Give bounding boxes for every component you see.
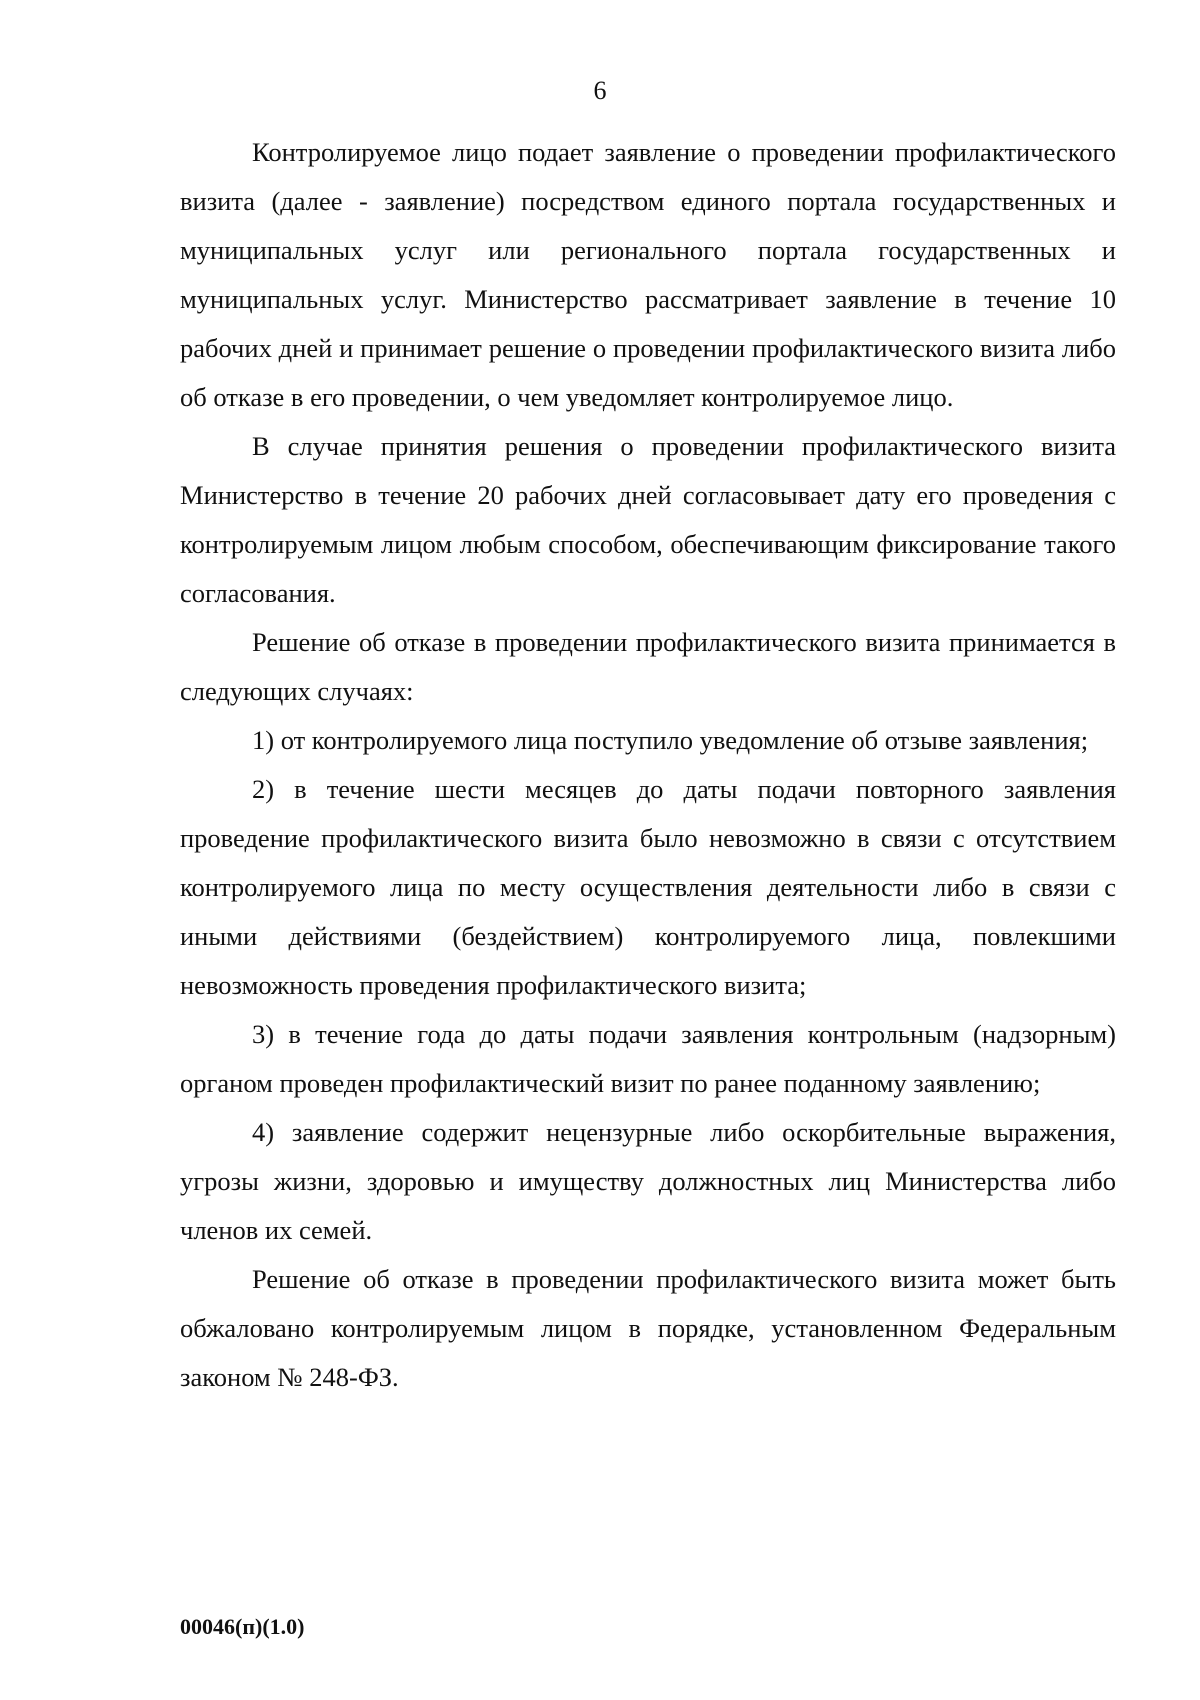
document-code: 00046(п)(1.0) (180, 1614, 305, 1639)
paragraph-application-review: Контролируемое лицо подает заявление о проведении профилактического визита (далее - заявление) посредством единого портала государственных и муниципальных услуг или регионального портала государственных и муниципальных услуг. Министерство рассматривает заявление в течение 10 рабочих дней и принимает решение о проведении профилактического визита либо об отказе в его проведении, о чем уведомляет контролируемое лицо. (180, 137, 1116, 412)
list-item-2: 2) в течение шести месяцев до даты подачи повторного заявления проведение профилактического визита было невозможно в связи с отсутствием контролируемого лица по месту осуществления деятельности либо в связи с иными действиями (бездействием) контролируемого лица, повлекшими невозможность проведения профилактического визита; (180, 774, 1116, 1000)
page-number: 6 (593, 76, 607, 105)
document-body (180, 128, 1116, 1402)
paragraph-date-agreement: В случае принятия решения о проведении профилактического визита Министерство в течение 20 рабочих дней согласовывает дату его проведения с контролируемым лицом любым способом, обеспечивающим фиксирование такого согласования. (180, 431, 1116, 608)
list-item-1: 1) от контролируемого лица поступило уведомление об отзыве заявления; (252, 725, 1089, 755)
paragraph-appeal: Решение об отказе в проведении профилактического визита может быть обжаловано контролируемым лицом в порядке, установленном Федеральным законом № 248-ФЗ. (180, 1264, 1116, 1392)
paragraph-refusal-intro: Решение об отказе в проведении профилактического визита принимается в следующих случаях: (180, 627, 1116, 706)
list-item-4: 4) заявление содержит нецензурные либо оскорбительные выражения, угрозы жизни, здоровью и имуществу должностных лиц Министерства либо членов их семей. (180, 1117, 1116, 1245)
list-item-3: 3) в течение года до даты подачи заявления контрольным (надзорным) органом проведен профилактический визит по ранее поданному заявлению; (180, 1019, 1116, 1098)
